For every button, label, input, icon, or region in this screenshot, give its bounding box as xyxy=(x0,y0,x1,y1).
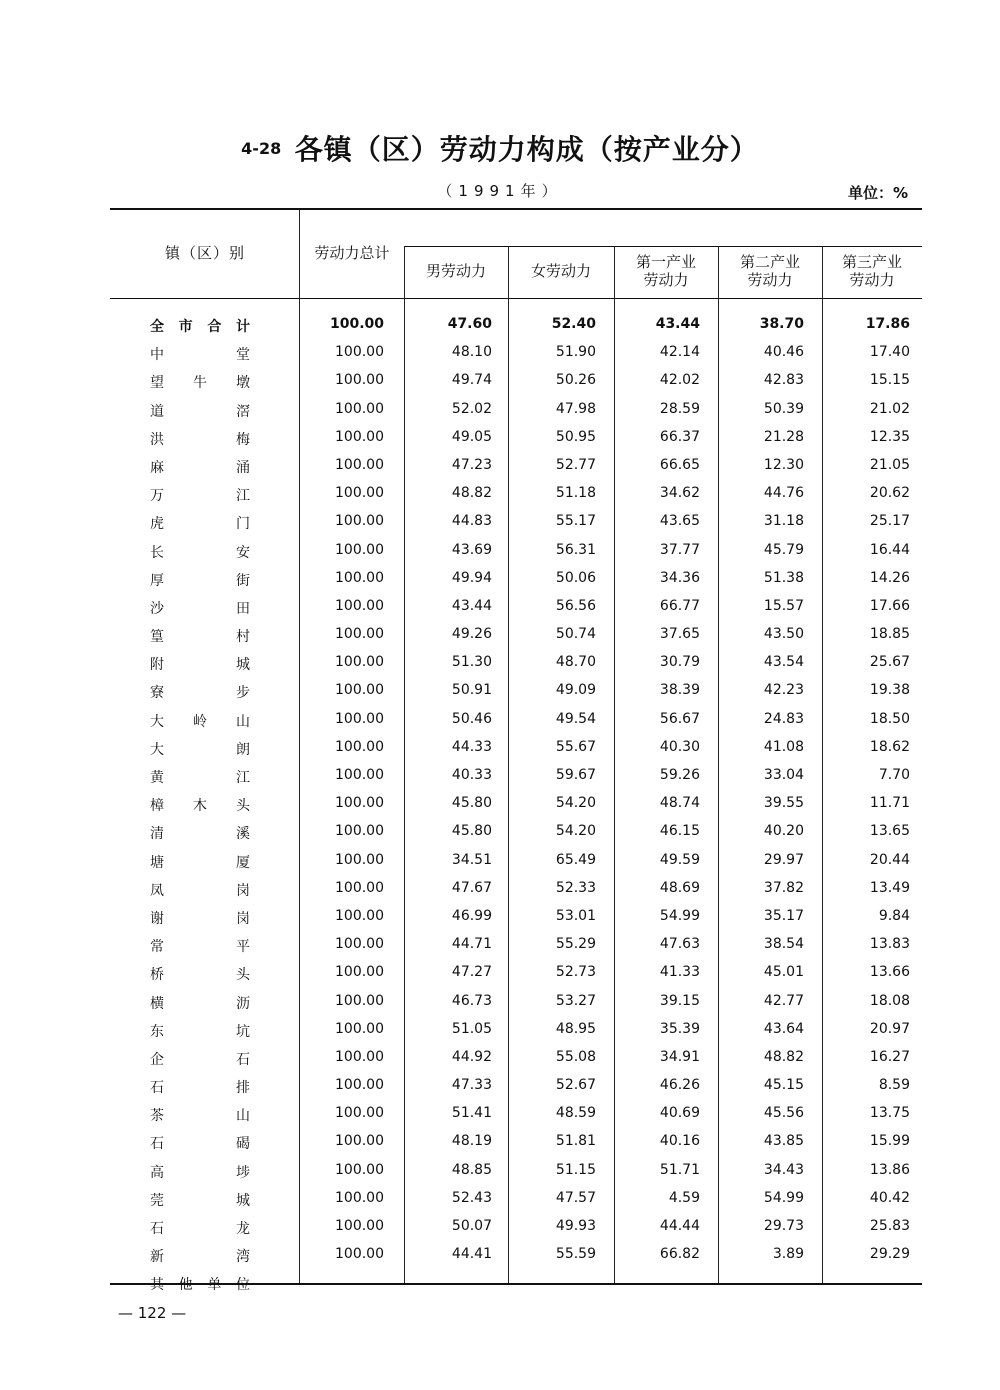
cell-female: 50.74 xyxy=(555,626,596,643)
header-region: 镇（区）别 xyxy=(164,244,245,262)
table-row xyxy=(0,931,1000,959)
table-body xyxy=(0,311,1000,1298)
cell-total: 100.00 xyxy=(335,879,384,896)
cell-p3: 11.71 xyxy=(869,795,910,812)
table-row xyxy=(0,790,1000,818)
cell-total: 100.00 xyxy=(335,1246,384,1263)
cell-p1: 37.77 xyxy=(659,541,700,558)
cell-p3: 17.66 xyxy=(869,597,910,614)
table-row xyxy=(0,959,1000,987)
cell-total: 100.00 xyxy=(335,597,384,614)
region-name: 高埗 xyxy=(150,1164,250,1181)
cell-total: 100.00 xyxy=(335,1077,384,1094)
region-name: 石碣 xyxy=(150,1136,250,1153)
region-name: 中堂 xyxy=(150,347,250,364)
cell-p1: 56.67 xyxy=(659,710,700,727)
cell-male: 43.69 xyxy=(451,541,492,558)
region-name: 虎门 xyxy=(150,516,250,533)
region-name: 凤岗 xyxy=(150,882,250,899)
region-name: 大岭山 xyxy=(150,713,250,730)
cell-p2: 42.23 xyxy=(763,682,804,699)
cell-male: 49.26 xyxy=(451,626,492,643)
cell-male: 44.33 xyxy=(451,738,492,755)
cell-p1: 51.71 xyxy=(659,1161,700,1178)
cell-female: 51.18 xyxy=(555,485,596,502)
header-secondary-line2: 劳动力 xyxy=(747,271,793,289)
cell-p1: 39.15 xyxy=(659,992,700,1009)
cell-female: 49.09 xyxy=(555,682,596,699)
cell-male: 44.92 xyxy=(451,1048,492,1065)
region-name: 谢岗 xyxy=(150,910,250,927)
region-name: 大朗 xyxy=(150,741,250,758)
cell-p2: 48.82 xyxy=(763,1048,804,1065)
cell-female: 65.49 xyxy=(555,851,596,868)
cell-male: 45.80 xyxy=(451,795,492,812)
cell-total: 100.00 xyxy=(335,907,384,924)
cell-total: 100.00 xyxy=(335,851,384,868)
cell-female: 53.27 xyxy=(555,992,596,1009)
region-name: 寮步 xyxy=(150,685,250,702)
table-row-total xyxy=(0,311,1000,339)
cell-p2: 40.20 xyxy=(763,823,804,840)
cell-male: 47.23 xyxy=(451,456,492,473)
cell-p2: 3.89 xyxy=(772,1246,804,1263)
cell-p2: 38.70 xyxy=(759,316,804,332)
region-name: 其他单位 xyxy=(150,1277,250,1294)
cell-p3: 13.66 xyxy=(869,964,910,981)
cell-female: 48.70 xyxy=(555,654,596,671)
cell-p3: 20.62 xyxy=(869,485,910,502)
region-name: 道滘 xyxy=(150,403,250,420)
cell-male: 51.30 xyxy=(451,654,492,671)
table-row xyxy=(0,593,1000,621)
cell-p3: 18.08 xyxy=(869,992,910,1009)
cell-p2: 38.54 xyxy=(763,936,804,953)
cell-male: 44.71 xyxy=(451,936,492,953)
header-tertiary-line1: 第三产业 xyxy=(841,253,902,271)
cell-p3: 17.86 xyxy=(865,316,910,332)
cell-male: 48.82 xyxy=(451,485,492,502)
cell-p2: 45.56 xyxy=(763,1105,804,1122)
cell-female: 49.54 xyxy=(555,710,596,727)
region-name: 茶山 xyxy=(150,1108,250,1125)
cell-total: 100.00 xyxy=(335,485,384,502)
cell-p3: 25.67 xyxy=(869,654,910,671)
cell-female: 54.20 xyxy=(555,795,596,812)
cell-total: 100.00 xyxy=(335,400,384,417)
region-name: 麻涌 xyxy=(150,459,250,476)
table-row xyxy=(0,677,1000,705)
cell-female: 55.08 xyxy=(555,1048,596,1065)
cell-female: 55.59 xyxy=(555,1246,596,1263)
cell-p1: 41.33 xyxy=(659,964,700,981)
region-name: 樟木头 xyxy=(150,798,250,815)
table-row xyxy=(0,367,1000,395)
cell-total: 100.00 xyxy=(335,541,384,558)
table-row xyxy=(0,903,1000,931)
cell-male: 49.05 xyxy=(451,428,492,445)
cell-p1: 46.26 xyxy=(659,1077,700,1094)
header-divider xyxy=(405,246,922,247)
cell-p3: 29.29 xyxy=(869,1246,910,1263)
region-name: 附城 xyxy=(150,657,250,674)
cell-p1: 66.77 xyxy=(659,597,700,614)
table-row xyxy=(0,762,1000,790)
table-row xyxy=(0,621,1000,649)
cell-total: 100.00 xyxy=(335,654,384,671)
cell-p2: 33.04 xyxy=(763,767,804,783)
region-name: 沙田 xyxy=(150,600,250,617)
cell-male: 48.19 xyxy=(451,1133,492,1150)
region-name: 莞城 xyxy=(150,1192,250,1209)
cell-p3: 25.83 xyxy=(869,1218,910,1234)
cell-p3: 7.70 xyxy=(878,767,910,783)
region-name: 洪梅 xyxy=(150,431,250,448)
table-row xyxy=(0,396,1000,424)
cell-p1: 66.65 xyxy=(659,456,700,473)
cell-male: 50.07 xyxy=(451,1218,492,1234)
cell-p3: 40.42 xyxy=(869,1189,910,1206)
cell-male: 44.41 xyxy=(451,1246,492,1263)
cell-p3: 13.49 xyxy=(869,879,910,896)
region-name: 横沥 xyxy=(150,995,250,1012)
cell-p2: 51.38 xyxy=(763,569,804,586)
cell-female: 48.95 xyxy=(555,1020,596,1037)
cell-p2: 41.08 xyxy=(763,738,804,755)
table-row xyxy=(0,1213,1000,1241)
cell-total: 100.00 xyxy=(335,1105,384,1122)
cell-total: 100.00 xyxy=(335,1048,384,1065)
cell-female: 55.29 xyxy=(555,936,596,953)
table-row xyxy=(0,1100,1000,1128)
page-title xyxy=(0,128,1000,168)
cell-p1: 4.59 xyxy=(668,1189,700,1206)
cell-p2: 40.46 xyxy=(763,344,804,361)
table-row xyxy=(0,988,1000,1016)
cell-p1: 66.82 xyxy=(659,1246,700,1263)
cell-female: 47.98 xyxy=(555,400,596,417)
table-row xyxy=(0,1072,1000,1100)
cell-p3: 16.44 xyxy=(869,541,910,558)
cell-male: 47.67 xyxy=(451,879,492,896)
cell-female: 48.59 xyxy=(555,1105,596,1122)
cell-p2: 37.82 xyxy=(763,879,804,896)
cell-p3: 16.27 xyxy=(869,1048,910,1065)
cell-male: 44.83 xyxy=(451,513,492,530)
cell-p1: 34.36 xyxy=(659,569,700,586)
cell-p2: 15.57 xyxy=(763,597,804,614)
region-name: 东坑 xyxy=(150,1023,250,1040)
header-total: 劳动力总计 xyxy=(314,244,390,262)
header-secondary xyxy=(718,253,822,289)
table-number: 4-28 xyxy=(241,138,282,158)
cell-male: 52.02 xyxy=(451,400,492,417)
cell-p2: 45.15 xyxy=(763,1077,804,1094)
cell-p1: 42.02 xyxy=(659,372,700,389)
cell-female: 59.67 xyxy=(555,767,596,783)
cell-p3: 18.62 xyxy=(869,738,910,755)
cell-total: 100.00 xyxy=(335,626,384,643)
cell-total: 100.00 xyxy=(335,569,384,586)
header-male: 男劳动力 xyxy=(425,262,486,280)
cell-p2: 43.64 xyxy=(763,1020,804,1037)
cell-p1: 40.16 xyxy=(659,1133,700,1150)
cell-p2: 43.85 xyxy=(763,1133,804,1150)
region-name: 石龙 xyxy=(150,1221,250,1237)
table-row xyxy=(0,508,1000,536)
region-name: 万江 xyxy=(150,488,250,505)
cell-total: 100.00 xyxy=(335,1020,384,1037)
table-row xyxy=(0,1185,1000,1213)
cell-p2: 31.18 xyxy=(763,513,804,530)
cell-total: 100.00 xyxy=(335,456,384,473)
table-year: （1991年） xyxy=(437,182,563,200)
cell-p3: 21.02 xyxy=(869,400,910,417)
cell-total: 100.00 xyxy=(335,513,384,530)
cell-total: 100.00 xyxy=(335,738,384,755)
table-row xyxy=(0,847,1000,875)
cell-male: 50.91 xyxy=(451,682,492,699)
cell-total: 100.00 xyxy=(335,823,384,840)
cell-male: 46.99 xyxy=(451,907,492,924)
cell-male: 48.85 xyxy=(451,1161,492,1178)
cell-p1: 34.62 xyxy=(659,485,700,502)
cell-total: 100.00 xyxy=(335,372,384,389)
cell-female: 47.57 xyxy=(555,1189,596,1206)
cell-male: 52.43 xyxy=(451,1189,492,1206)
table-title: 各镇（区）劳动力构成（按产业分） xyxy=(294,133,759,166)
cell-p3: 8.59 xyxy=(878,1077,910,1094)
cell-p1: 44.44 xyxy=(659,1218,700,1234)
cell-p1: 47.63 xyxy=(659,936,700,953)
cell-p1: 43.65 xyxy=(659,513,700,530)
table-row xyxy=(0,424,1000,452)
cell-p2: 42.77 xyxy=(763,992,804,1009)
cell-total: 100.00 xyxy=(329,316,384,332)
cell-female: 51.15 xyxy=(555,1161,596,1178)
cell-female: 56.31 xyxy=(555,541,596,558)
cell-p2: 29.97 xyxy=(763,851,804,868)
cell-female: 52.73 xyxy=(555,964,596,981)
cell-male: 45.80 xyxy=(451,823,492,840)
header-primary xyxy=(614,253,718,289)
cell-p3: 17.40 xyxy=(869,344,910,361)
table-top-rule xyxy=(110,208,922,210)
cell-p3: 14.26 xyxy=(869,569,910,586)
cell-male: 43.44 xyxy=(451,597,492,614)
cell-p1: 34.91 xyxy=(659,1048,700,1065)
cell-male: 46.73 xyxy=(451,992,492,1009)
table-row xyxy=(0,1157,1000,1185)
cell-p3: 20.44 xyxy=(869,851,910,868)
cell-male: 47.60 xyxy=(447,316,492,332)
cell-p1: 37.65 xyxy=(659,626,700,643)
cell-p2: 34.43 xyxy=(763,1161,804,1178)
table-row xyxy=(0,875,1000,903)
cell-p2: 44.76 xyxy=(763,485,804,502)
cell-p1: 43.44 xyxy=(655,316,700,332)
cell-female: 50.95 xyxy=(555,428,596,445)
cell-male: 49.94 xyxy=(451,569,492,586)
region-name: 石排 xyxy=(150,1080,250,1097)
table-row xyxy=(0,649,1000,677)
cell-p2: 45.01 xyxy=(763,964,804,981)
cell-p1: 42.14 xyxy=(659,344,700,361)
cell-p1: 28.59 xyxy=(659,400,700,417)
header-tertiary xyxy=(822,253,922,289)
region-name: 长安 xyxy=(150,544,250,561)
cell-p3: 21.05 xyxy=(869,456,910,473)
cell-p1: 40.30 xyxy=(659,738,700,755)
cell-total: 100.00 xyxy=(335,936,384,953)
table-row xyxy=(0,1044,1000,1072)
cell-p1: 66.37 xyxy=(659,428,700,445)
cell-total: 100.00 xyxy=(335,1218,384,1234)
cell-female: 50.06 xyxy=(555,569,596,586)
table-row xyxy=(0,537,1000,565)
header-primary-line2: 劳动力 xyxy=(643,271,689,289)
cell-female: 54.20 xyxy=(555,823,596,840)
cell-female: 53.01 xyxy=(555,907,596,924)
cell-p3: 18.85 xyxy=(869,626,910,643)
region-name: 全市合计 xyxy=(150,319,250,335)
cell-female: 55.67 xyxy=(555,738,596,755)
page-number: — 122 — xyxy=(118,1304,187,1322)
cell-p3: 18.50 xyxy=(869,710,910,727)
table-row xyxy=(0,1241,1000,1269)
region-name: 厚街 xyxy=(150,572,250,589)
region-name: 清溪 xyxy=(150,826,250,843)
cell-p1: 59.26 xyxy=(659,767,700,783)
cell-p3: 15.15 xyxy=(869,372,910,389)
cell-total: 100.00 xyxy=(335,1133,384,1150)
cell-p1: 48.74 xyxy=(659,795,700,812)
region-name: 黄江 xyxy=(150,770,250,786)
cell-p3: 13.75 xyxy=(869,1105,910,1122)
table-row xyxy=(0,1016,1000,1044)
cell-p3: 13.65 xyxy=(869,823,910,840)
cell-p3: 19.38 xyxy=(869,682,910,699)
cell-total: 100.00 xyxy=(335,992,384,1009)
header-primary-line1: 第一产业 xyxy=(635,253,696,271)
cell-total: 100.00 xyxy=(335,428,384,445)
header-secondary-line1: 第二产业 xyxy=(739,253,800,271)
cell-p3: 9.84 xyxy=(878,907,910,924)
cell-p2: 43.50 xyxy=(763,626,804,643)
region-name: 常平 xyxy=(150,939,250,956)
cell-male: 50.46 xyxy=(451,710,492,727)
cell-total: 100.00 xyxy=(335,964,384,981)
cell-total: 100.00 xyxy=(335,1189,384,1206)
cell-p2: 42.83 xyxy=(763,372,804,389)
region-name: 望牛墩 xyxy=(150,375,250,392)
cell-p2: 21.28 xyxy=(763,428,804,445)
cell-male: 47.33 xyxy=(451,1077,492,1094)
header-tertiary-line2: 劳动力 xyxy=(849,271,895,289)
table-row xyxy=(0,339,1000,367)
header-female: 女劳动力 xyxy=(530,262,591,280)
cell-p3: 13.83 xyxy=(869,936,910,953)
cell-total: 100.00 xyxy=(335,682,384,699)
table-row xyxy=(0,452,1000,480)
cell-p2: 50.39 xyxy=(763,400,804,417)
table-row xyxy=(0,818,1000,846)
table-row xyxy=(0,706,1000,734)
cell-p2: 54.99 xyxy=(763,1189,804,1206)
cell-total: 100.00 xyxy=(335,1161,384,1178)
cell-female: 49.93 xyxy=(555,1218,596,1234)
cell-female: 52.67 xyxy=(555,1077,596,1094)
cell-p1: 54.99 xyxy=(659,907,700,924)
cell-total: 100.00 xyxy=(335,767,384,783)
cell-p1: 35.39 xyxy=(659,1020,700,1037)
cell-p1: 30.79 xyxy=(659,654,700,671)
cell-male: 51.05 xyxy=(451,1020,492,1037)
cell-male: 49.74 xyxy=(451,372,492,389)
region-name: 新湾 xyxy=(150,1249,250,1266)
cell-female: 52.33 xyxy=(555,879,596,896)
cell-male: 34.51 xyxy=(451,851,492,868)
cell-female: 51.90 xyxy=(555,344,596,361)
table-row xyxy=(0,480,1000,508)
cell-male: 51.41 xyxy=(451,1105,492,1122)
cell-female: 51.81 xyxy=(555,1133,596,1150)
cell-p3: 12.35 xyxy=(869,428,910,445)
cell-total: 100.00 xyxy=(335,795,384,812)
cell-p3: 25.17 xyxy=(869,513,910,530)
cell-p1: 48.69 xyxy=(659,879,700,896)
table-row xyxy=(0,1128,1000,1156)
region-name: 篁村 xyxy=(150,629,250,646)
cell-p2: 12.30 xyxy=(763,456,804,473)
cell-total: 100.00 xyxy=(335,344,384,361)
cell-male: 40.33 xyxy=(451,767,492,783)
cell-female: 52.40 xyxy=(551,316,596,332)
cell-female: 56.56 xyxy=(555,597,596,614)
header-bottom-rule xyxy=(110,298,922,299)
cell-p2: 43.54 xyxy=(763,654,804,671)
cell-p2: 24.83 xyxy=(763,710,804,727)
cell-p2: 45.79 xyxy=(763,541,804,558)
cell-p2: 35.17 xyxy=(763,907,804,924)
cell-female: 50.26 xyxy=(555,372,596,389)
cell-p1: 46.15 xyxy=(659,823,700,840)
cell-p2: 39.55 xyxy=(763,795,804,812)
cell-male: 48.10 xyxy=(451,344,492,361)
cell-p1: 38.39 xyxy=(659,682,700,699)
region-name: 企石 xyxy=(150,1051,250,1068)
cell-p3: 15.99 xyxy=(869,1133,910,1150)
cell-p1: 49.59 xyxy=(659,851,700,868)
cell-female: 52.77 xyxy=(555,456,596,473)
table-row xyxy=(0,1269,1000,1297)
cell-p2: 29.73 xyxy=(763,1218,804,1234)
region-name: 塘厦 xyxy=(150,854,250,871)
table-row xyxy=(0,734,1000,762)
table-row xyxy=(0,565,1000,593)
unit-label: 单位：% xyxy=(847,184,908,202)
cell-p1: 40.69 xyxy=(659,1105,700,1122)
cell-p3: 20.97 xyxy=(869,1020,910,1037)
cell-female: 55.17 xyxy=(555,513,596,530)
cell-total: 100.00 xyxy=(335,710,384,727)
cell-p3: 13.86 xyxy=(869,1161,910,1178)
cell-male: 47.27 xyxy=(451,964,492,981)
region-name: 桥头 xyxy=(150,967,250,984)
